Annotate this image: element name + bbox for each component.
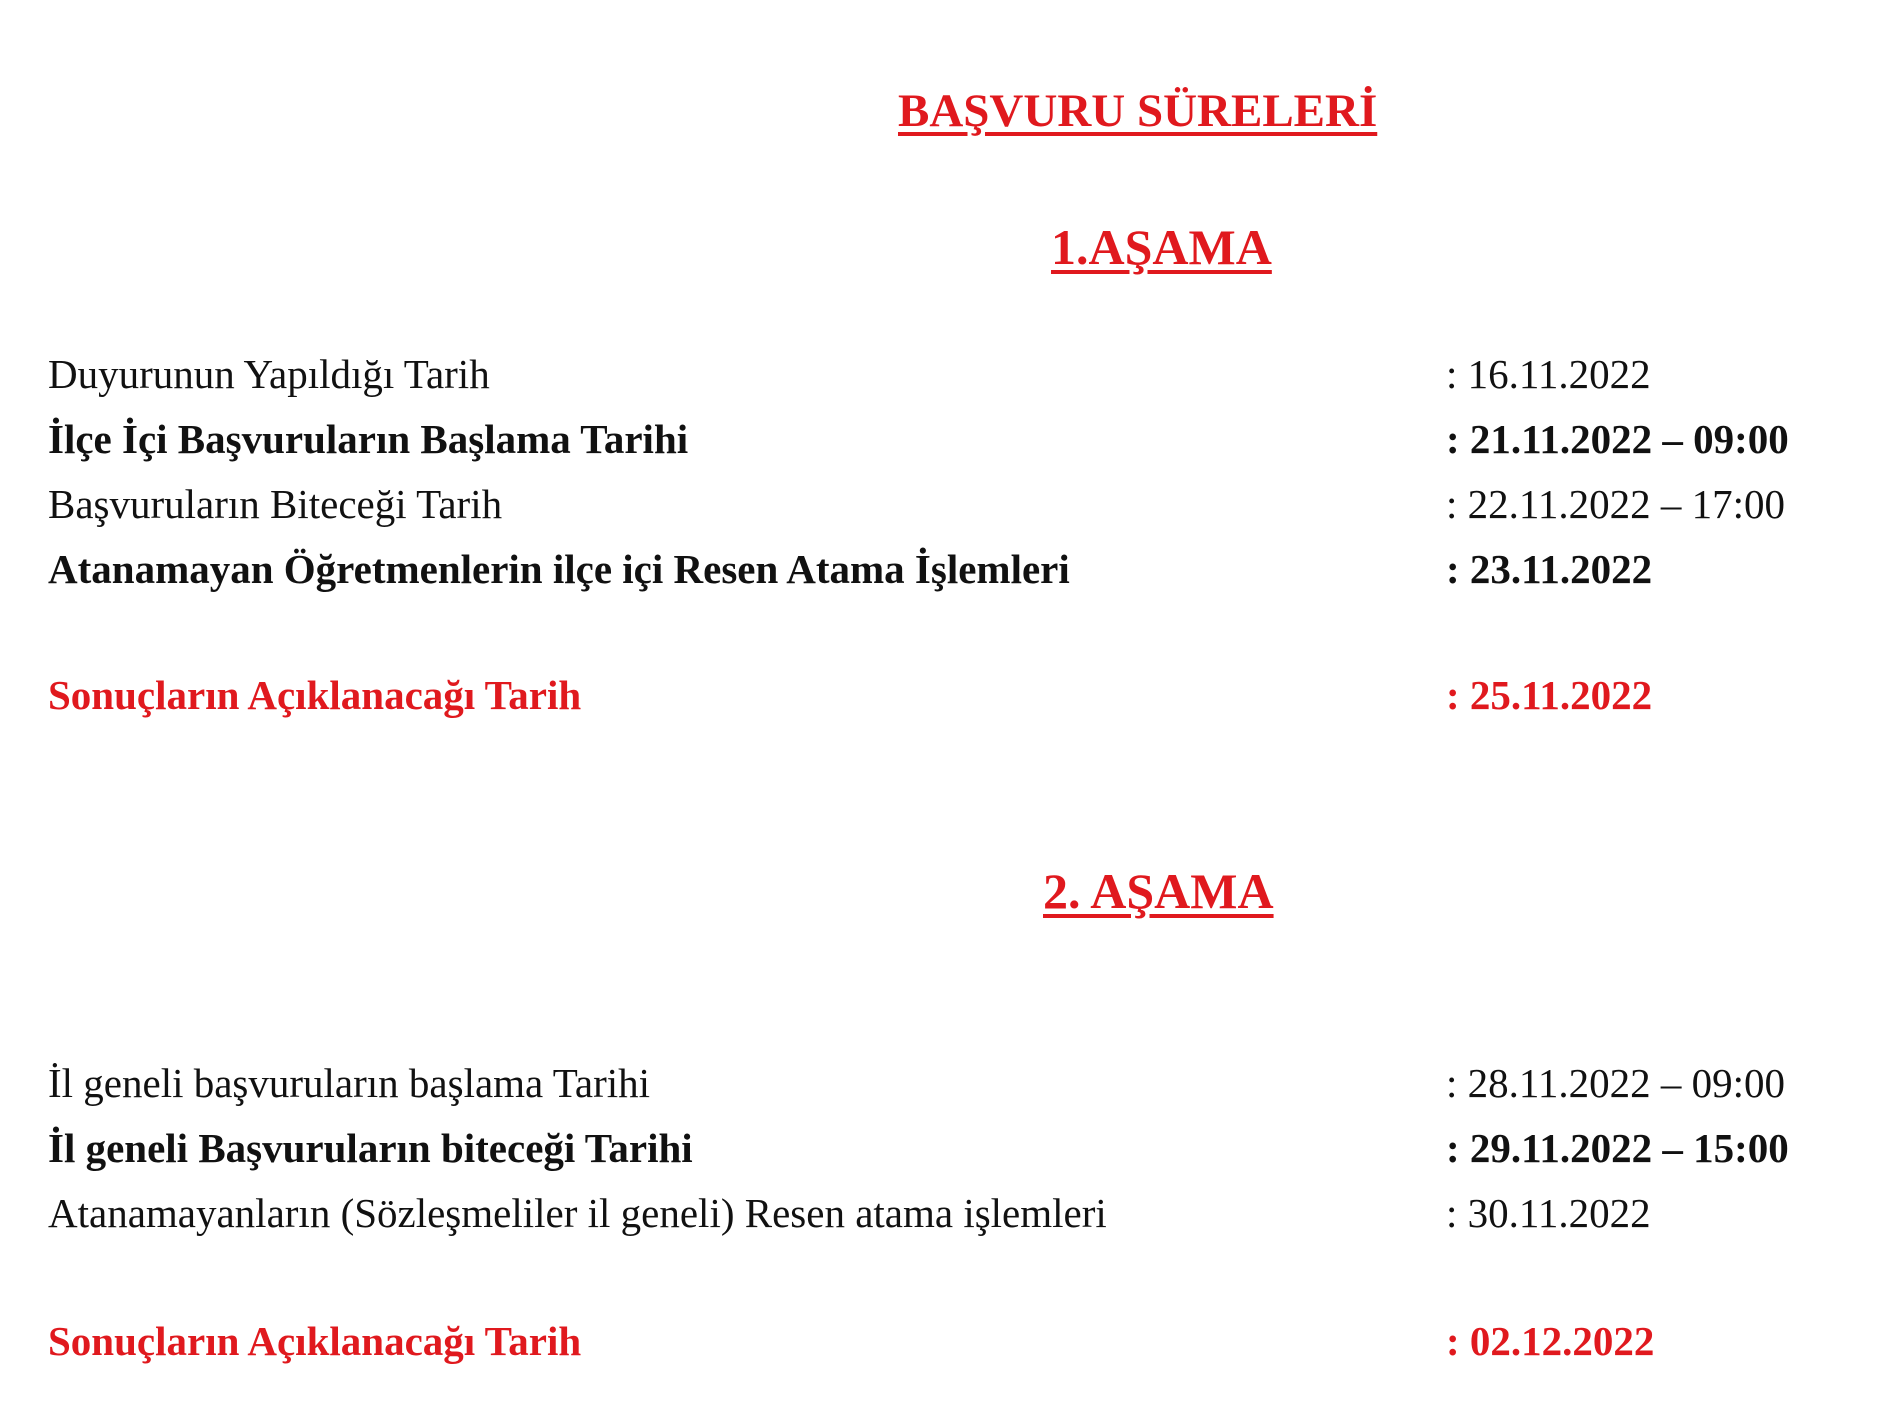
row-value: : 25.11.2022: [1446, 672, 1653, 718]
row-label: Atanamayan Öğretmenlerin ilçe içi Resen Atama İşlemleri: [48, 546, 1070, 592]
row-value: : 23.11.2022: [1446, 546, 1653, 592]
stage-1-row-announcement: [0, 346, 1904, 402]
stage-1-heading: 1.AŞAMA: [1051, 219, 1272, 275]
stage-2-heading: 2. AŞAMA: [1043, 863, 1274, 919]
stage-1-row-assignment: [0, 541, 1904, 597]
row-value: : 28.11.2022 – 09:00: [1446, 1060, 1786, 1106]
row-value: : 29.11.2022 – 15:00: [1446, 1125, 1789, 1171]
row-label: İl geneli Başvuruların biteceği Tarihi: [48, 1125, 693, 1171]
stage-2-row-application-end: [0, 1120, 1904, 1176]
row-label: Başvuruların Biteceği Tarih: [48, 481, 503, 527]
row-label: Sonuçların Açıklanacağı Tarih: [48, 1318, 582, 1364]
page-title: BAŞVURU SÜRELERİ: [898, 85, 1378, 137]
row-label: İl geneli başvuruların başlama Tarihi: [48, 1060, 651, 1106]
stage-1-row-results: [0, 667, 1904, 723]
row-label: Atanamayanların (Sözleşmeliler il geneli) Resen atama işlemleri: [48, 1190, 1107, 1236]
row-value: : 02.12.2022: [1446, 1318, 1655, 1364]
stage-2-row-application-start: [0, 1055, 1904, 1111]
stage-1-row-application-end: [0, 476, 1904, 532]
row-value: : 16.11.2022: [1446, 351, 1651, 397]
row-label: Duyurunun Yapıldığı Tarih: [48, 351, 490, 397]
stage-2-row-results: [0, 1313, 1904, 1369]
row-value: : 30.11.2022: [1446, 1190, 1651, 1236]
stage-1-row-application-start: [0, 411, 1904, 467]
row-value: : 21.11.2022 – 09:00: [1446, 416, 1789, 462]
row-label: İlçe İçi Başvuruların Başlama Tarihi: [48, 416, 689, 462]
stage-2-row-assignment: [0, 1185, 1904, 1241]
row-label: Sonuçların Açıklanacağı Tarih: [48, 672, 582, 718]
row-value: : 22.11.2022 – 17:00: [1446, 481, 1786, 527]
